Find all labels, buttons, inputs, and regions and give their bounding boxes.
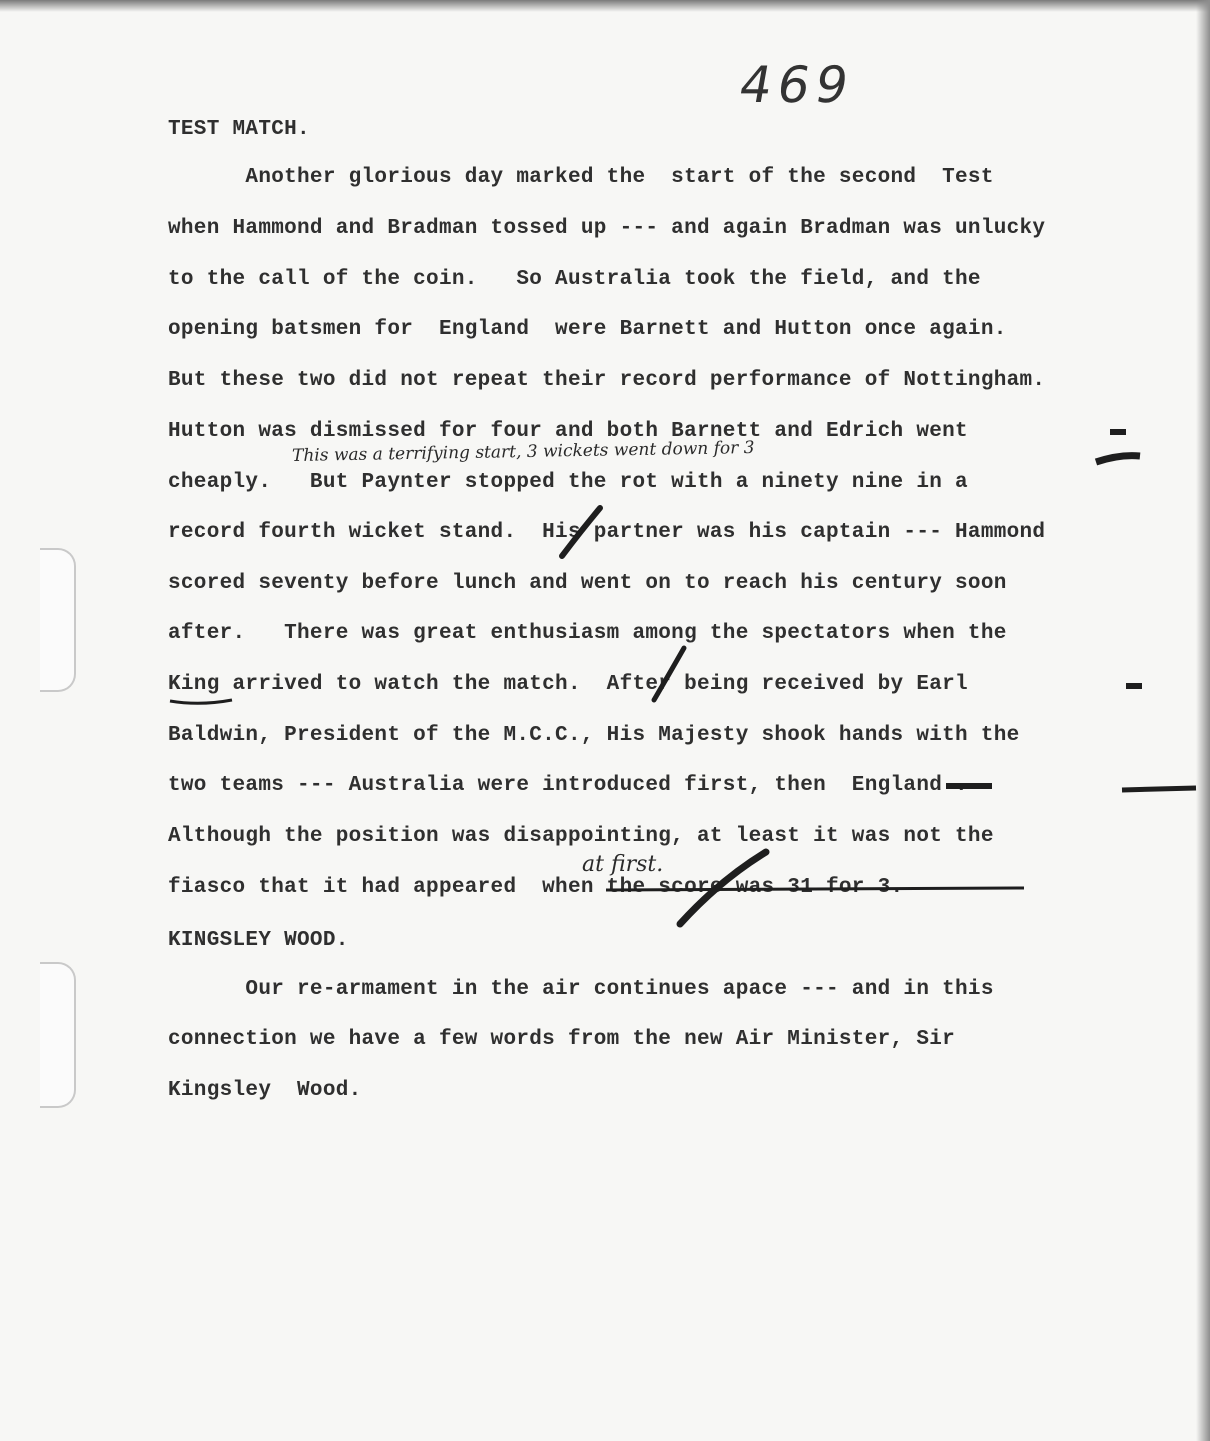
text-line: record fourth wicket stand. His partner was his captain --- Hammond (168, 521, 1046, 544)
deletion-mark (1096, 456, 1140, 462)
section-heading: TEST MATCH. (168, 118, 310, 141)
text-line: Hutton was dismissed for four and both Barnett and Edrich went (168, 420, 968, 443)
insertion-slash-mark (654, 648, 684, 700)
text-line: connection we have a few words from the new Air Minister, Sir (168, 1028, 956, 1051)
text-line: cheaply. But Paynter stopped the rot with a ninety nine in a (168, 471, 968, 494)
text-line: Another glorious day marked the start of the second Test (168, 166, 994, 189)
text-line: after. There was great enthusiasm among the spectators when the (168, 622, 1007, 645)
text-line: opening batsmen for England were Barnett and Hutton once again. (168, 318, 1007, 341)
strikethrough-mark (606, 888, 1024, 890)
text-line: Kingsley Wood. (168, 1079, 362, 1102)
underline-mark (170, 700, 232, 703)
text-line: Our re-armament in the air continues apace --- and in this (168, 978, 994, 1001)
text-line: But these two did not repeat their record performance of Nottingham. (168, 369, 1046, 392)
section-heading: KINGSLEY WOOD. (168, 929, 349, 952)
handwritten-page-number: 469 (734, 56, 859, 114)
deletion-mark (1122, 788, 1196, 790)
insertion-slash-mark (562, 508, 600, 556)
text-line: Although the position was disappointing, at least it was not the (168, 825, 994, 848)
handwritten-insertion: at first. (582, 852, 664, 877)
handwritten-insertion: This was a terrifying start, 3 wickets went down for 3 (291, 437, 755, 467)
text-line: fiasco that it had appeared when the score was 31 for 3. (168, 876, 904, 899)
text-line: when Hammond and Bradman tossed up --- and again Bradman was unlucky (168, 217, 1046, 240)
text-line: Baldwin, President of the M.C.C., His Majesty shook hands with the (168, 724, 1020, 747)
text-line: King arrived to watch the match. After being received by Earl (168, 673, 968, 696)
text-line: to the call of the coin. So Australia took the field, and the (168, 268, 981, 291)
text-line: two teams --- Australia were introduced first, then England . (168, 774, 968, 797)
text-line: scored seventy before lunch and went on to reach his century soon (168, 572, 1007, 595)
